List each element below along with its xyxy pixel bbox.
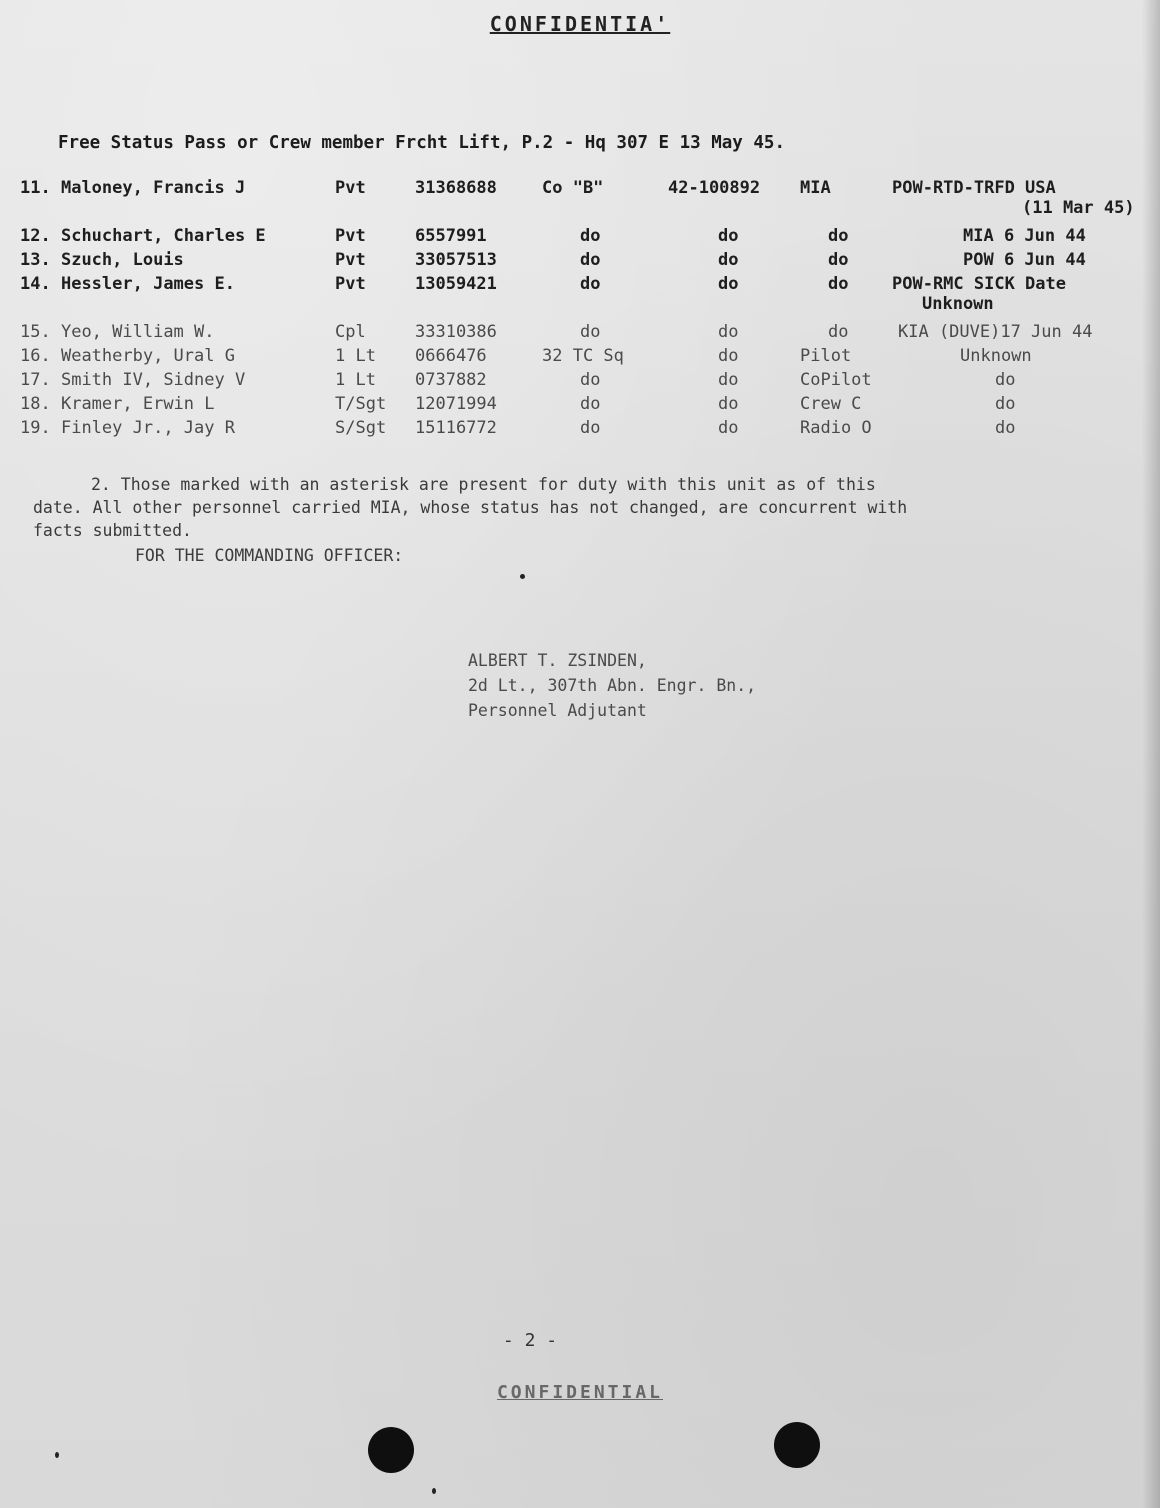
punch-hole-right xyxy=(774,1422,820,1468)
person-unit: Co "B" xyxy=(542,178,604,198)
person-remarks xyxy=(995,370,1015,390)
person-rank: Pvt xyxy=(335,250,366,270)
roster-number: 11. xyxy=(20,178,51,198)
roster-row xyxy=(20,394,1150,418)
roster-name-text: Schuchart, Charles E xyxy=(60,226,266,246)
roster-number: 18. xyxy=(20,394,51,414)
aircraft-number: do xyxy=(718,250,739,270)
remarks-line-1: MIA 6 Jun 44 xyxy=(963,226,1086,246)
person-rank: T/Sgt xyxy=(335,394,387,414)
person-rank: Pvt xyxy=(335,274,366,294)
person-name xyxy=(20,370,245,390)
roster-name-text: Maloney, Francis J xyxy=(60,178,246,198)
person-serial: 33057513 xyxy=(415,250,497,270)
roster-row xyxy=(20,418,1150,442)
roster-row xyxy=(20,322,1150,346)
roster-name-text: Hessler, James E. xyxy=(60,274,235,294)
paragraph-line-1: 2. Those marked with an asterisk are present for duty with this unit as of this xyxy=(91,475,876,494)
roster-number: 17. xyxy=(20,370,51,390)
roster-row xyxy=(20,370,1150,394)
signer-rank-unit: 2d Lt., 307th Abn. Engr. Bn., xyxy=(468,676,757,695)
roster-row xyxy=(20,346,1150,370)
person-name xyxy=(20,250,184,270)
personnel-roster xyxy=(20,178,1150,442)
signature-block xyxy=(468,648,756,723)
aircraft-number: 42-100892 xyxy=(668,178,761,198)
person-name xyxy=(20,274,235,294)
remarks-line-1: do xyxy=(995,394,1016,414)
person-unit: do xyxy=(580,394,601,414)
roster-row xyxy=(20,178,1150,226)
aircraft-number: do xyxy=(718,418,739,438)
person-status: do xyxy=(828,250,849,270)
aircraft-number: do xyxy=(718,274,739,294)
classification-footer: CONFIDENTIAL xyxy=(496,1382,664,1403)
person-remarks xyxy=(995,418,1015,438)
person-serial: 12071994 xyxy=(415,394,497,414)
remarks-line-1: do xyxy=(995,418,1016,438)
person-serial: 0666476 xyxy=(415,346,487,366)
person-status: do xyxy=(828,274,849,294)
person-status: do xyxy=(828,322,849,342)
remarks-line-1: KIA (DUVE)17 Jun 44 xyxy=(898,322,1093,342)
remarks-paragraph xyxy=(33,473,1133,542)
roster-number: 12. xyxy=(20,226,51,246)
aircraft-number: do xyxy=(718,322,739,342)
aircraft-number: do xyxy=(718,346,739,366)
ink-speck xyxy=(520,574,525,579)
person-remarks xyxy=(892,274,1066,314)
person-serial: 0737882 xyxy=(415,370,487,390)
person-name xyxy=(20,226,266,246)
person-status: MIA xyxy=(800,178,831,198)
remarks-line-1: POW-RTD-TRFD USA xyxy=(892,178,1056,198)
person-remarks xyxy=(963,226,1086,246)
person-name xyxy=(20,322,215,342)
person-unit: do xyxy=(580,274,601,294)
aircraft-number: do xyxy=(718,394,739,414)
ink-speck xyxy=(432,1488,436,1494)
person-unit: do xyxy=(580,418,601,438)
roster-number: 19. xyxy=(20,418,51,438)
paragraph-line-3: facts submitted. xyxy=(33,521,192,540)
person-status: Crew C xyxy=(800,394,862,414)
roster-name-text: Szuch, Louis xyxy=(60,250,184,270)
person-remarks xyxy=(995,394,1015,414)
person-rank: Pvt xyxy=(335,226,366,246)
person-remarks xyxy=(960,346,1032,366)
person-remarks xyxy=(892,178,1135,218)
person-name xyxy=(20,418,235,438)
remarks-line-2: (11 Mar 45) xyxy=(1022,198,1135,218)
for-commanding-officer: FOR THE COMMANDING OFFICER: xyxy=(135,546,404,565)
person-name xyxy=(20,178,245,198)
remarks-line-1: POW-RMC SICK Date xyxy=(892,274,1066,294)
person-remarks xyxy=(963,250,1086,270)
aircraft-number: do xyxy=(718,370,739,390)
roster-row xyxy=(20,250,1150,274)
remarks-line-1: POW 6 Jun 44 xyxy=(963,250,1086,270)
person-name xyxy=(20,394,215,414)
person-name xyxy=(20,346,235,366)
roster-number: 14. xyxy=(20,274,51,294)
person-serial: 33310386 xyxy=(415,322,497,342)
person-rank: Cpl xyxy=(335,322,366,342)
person-unit: do xyxy=(580,322,601,342)
page-number: - 2 - xyxy=(502,1330,558,1351)
aircraft-number: do xyxy=(718,226,739,246)
document-heading: Free Status Pass or Crew member Frcht Lift, P.2 - Hq 307 E 13 May 45. xyxy=(58,133,785,153)
remarks-line-1: do xyxy=(995,370,1016,390)
person-unit: do xyxy=(580,370,601,390)
roster-number: 13. xyxy=(20,250,51,270)
roster-row xyxy=(20,274,1150,322)
remarks-line-2: Unknown xyxy=(922,294,994,314)
roster-name-text: Weatherby, Ural G xyxy=(60,346,235,366)
person-status: Radio O xyxy=(800,418,872,438)
person-rank: Pvt xyxy=(335,178,366,198)
person-unit: 32 TC Sq xyxy=(542,346,624,366)
person-status: CoPilot xyxy=(800,370,872,390)
roster-row xyxy=(20,226,1150,250)
remarks-line-1: Unknown xyxy=(960,346,1032,366)
person-serial: 31368688 xyxy=(415,178,497,198)
person-rank: S/Sgt xyxy=(335,418,387,438)
classification-header: CONFIDENTIA' xyxy=(489,12,671,36)
person-status: do xyxy=(828,226,849,246)
signer-title: Personnel Adjutant xyxy=(468,701,647,720)
person-rank: 1 Lt xyxy=(335,346,376,366)
person-unit: do xyxy=(580,250,601,270)
person-serial: 15116772 xyxy=(415,418,497,438)
ink-speck xyxy=(55,1452,59,1458)
signer-name: ALBERT T. ZSINDEN, xyxy=(468,651,647,670)
paragraph-line-2: date. All other personnel carried MIA, whose status has not changed, are concurrent with xyxy=(33,498,908,517)
punch-hole-left xyxy=(368,1427,414,1473)
person-serial: 6557991 xyxy=(415,226,487,246)
person-status: Pilot xyxy=(800,346,852,366)
person-unit: do xyxy=(580,226,601,246)
roster-name-text: Yeo, William W. xyxy=(60,322,215,342)
roster-name-text: Finley Jr., Jay R xyxy=(60,418,235,438)
roster-name-text: Smith IV, Sidney V xyxy=(60,370,246,390)
person-serial: 13059421 xyxy=(415,274,497,294)
person-remarks xyxy=(898,322,1092,342)
roster-number: 15. xyxy=(20,322,51,342)
roster-name-text: Kramer, Erwin L xyxy=(60,394,215,414)
person-rank: 1 Lt xyxy=(335,370,376,390)
roster-number: 16. xyxy=(20,346,51,366)
